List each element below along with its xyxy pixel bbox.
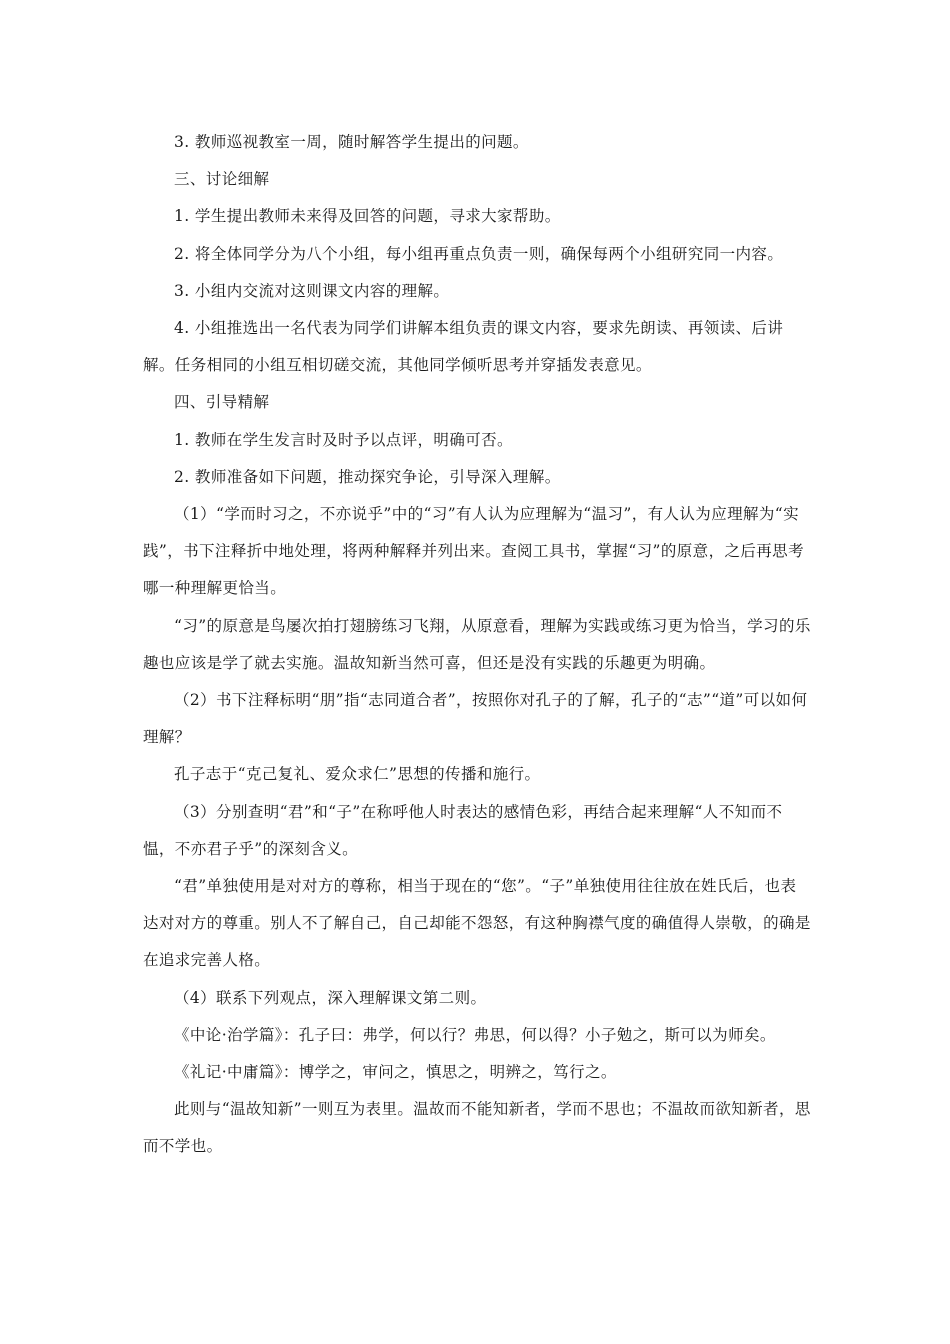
paragraph-discussion-3: 3. 小组内交流对这则课文内容的理解。 xyxy=(174,281,450,300)
section-heading-discussion: 三、讨论细解 xyxy=(174,170,270,189)
question-4: （4）联系下列观点，深入理解课文第二则。 xyxy=(174,988,487,1007)
answer-3: “君”单独使用是对对方的尊称，相当于现在的“您”。“子”单独使用往往放在姓氏后，也表达对对方的尊重。别人不了解自己，自己却能不怨怒，有这种胸襟气度的确值得人崇敬，的确是在追求完善人格。 xyxy=(143,877,811,970)
paragraph-discussion-1: 1. 学生提出教师未来得及回答的问题，寻求大家帮助。 xyxy=(174,207,561,226)
question-2: （2）书下注释标明“朋”指“志同道合者”，按照你对孔子的了解，孔子的“志”“道”可以如何理解？ xyxy=(143,691,808,747)
quote-liji: 《礼记·中庸篇》：博学之，审问之，慎思之，明辨之，笃行之。 xyxy=(174,1063,617,1082)
paragraph-guided-2: 2. 教师准备如下问题，推动探究争论，引导深入理解。 xyxy=(174,467,561,486)
document-body xyxy=(143,124,811,1166)
answer-2: 孔子志于“克己复礼、爱众求仁”思想的传播和施行。 xyxy=(174,765,541,784)
answer-1: “习”的原意是鸟屡次拍打翅膀练习飞翔，从原意看，理解为实践或练习更为恰当，学习的乐趣也应该是学了就去实施。温故知新当然可喜，但还是没有实践的乐趣更为明确。 xyxy=(143,616,811,672)
paragraph-discussion-2: 2. 将全体同学分为八个小组，每小组再重点负责一则，确保每两个小组研究同一内容。 xyxy=(174,244,784,263)
paragraph-guided-1: 1. 教师在学生发言时及时予以点评，明确可否。 xyxy=(174,430,513,449)
section-heading-guided: 四、引导精解 xyxy=(174,393,270,412)
answer-4: 此则与“温故知新”一则互为表里。温故而不能知新者，学而不思也；不温故而欲知新者，思而不学也。 xyxy=(143,1100,811,1156)
paragraph-discussion-4: 4. 小组推选出一名代表为同学们讲解本组负责的课文内容，要求先朗读、再领读、后讲解。任务相同的小组互相切磋交流，其他同学倾听思考并穿插发表意见。 xyxy=(143,319,784,375)
paragraph-step-3-patrol: 3. 教师巡视教室一周，随时解答学生提出的问题。 xyxy=(174,133,529,151)
quote-zhonglun: 《中论·治学篇》：孔子曰：弗学，何以行？弗思，何以得？小子勉之，斯可以为师矣。 xyxy=(174,1025,776,1044)
question-1: （1）“学而时习之，不亦说乎”中的“习”有人认为应理解为“温习”，有人认为应理解为“实践”，书下注释折中地处理，将两种解释并列出来。查阅工具书，掌握“习”的原意，之后再思考哪一种理解更恰当。 xyxy=(143,505,804,598)
question-3: （3）分别查明“君”和“子”在称呼他人时表达的感情色彩，再结合起来理解“人不知而不愠，不亦君子乎”的深刻含义。 xyxy=(143,802,783,858)
